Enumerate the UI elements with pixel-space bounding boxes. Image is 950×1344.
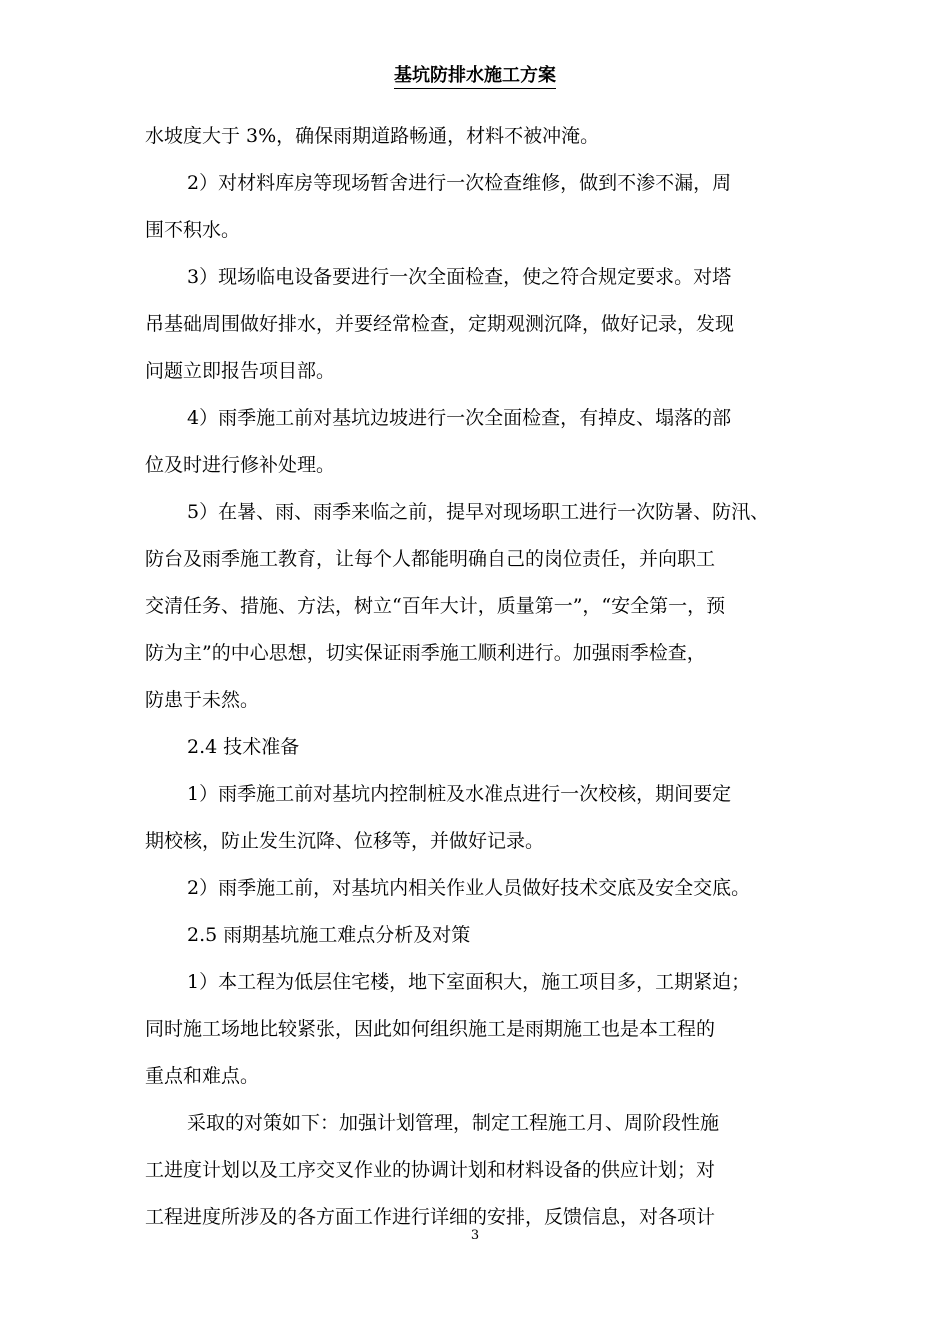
- text-line: 位及时进行修补处理。: [145, 454, 336, 476]
- text-line: 期校核，防止发生沉降、位移等，并做好记录。: [145, 830, 545, 852]
- text-line: 2.4 技术准备: [187, 736, 300, 758]
- text-line: 1）雨季施工前对基坑内控制桩及水准点进行一次校核，期间要定: [187, 783, 732, 805]
- text-line: 1）本工程为低层住宅楼，地下室面积大，施工项目多，工期紧迫；: [187, 971, 751, 993]
- text-line: 2）对材料库房等现场暂舍进行一次检查维修，做到不渗不漏，周: [187, 172, 732, 194]
- text-line: 3）现场临电设备要进行一次全面检查，使之符合规定要求。对塔: [187, 266, 732, 288]
- text-line: 交清任务、措施、方法，树立“百年大计，质量第一”，“安全第一，预: [145, 595, 726, 617]
- body-text: [145, 113, 810, 1241]
- text-line: 工进度计划以及工序交叉作业的协调计划和材料设备的供应计划；对: [145, 1159, 716, 1181]
- text-line: 防台及雨季施工教育，让每个人都能明确自己的岗位责任，并向职工: [145, 548, 716, 570]
- document-title: 基坑防排水施工方案: [394, 65, 556, 89]
- text-line: 4）雨季施工前对基坑边坡进行一次全面检查，有掉皮、塌落的部: [187, 407, 732, 429]
- text-line: 5）在暑、雨、雨季来临之前，提早对现场职工进行一次防暑、防汛、: [187, 501, 770, 523]
- text-line: 问题立即报告项目部。: [145, 360, 336, 382]
- text-line: 工程进度所涉及的各方面工作进行详细的安排，反馈信息，对各项计: [145, 1206, 716, 1228]
- text-line: 吊基础周围做好排水，并要经常检查，定期观测沉降，做好记录，发现: [145, 313, 735, 335]
- page-header: [0, 62, 950, 90]
- text-line: 2）雨季施工前，对基坑内相关作业人员做好技术交底及安全交底。: [187, 877, 751, 899]
- text-line: 同时施工场地比较紧张，因此如何组织施工是雨期施工也是本工程的: [145, 1018, 716, 1040]
- text-line: 防患于未然。: [145, 689, 260, 711]
- text-line: 采取的对策如下：加强计划管理，制定工程施工月、周阶段性施: [187, 1112, 720, 1134]
- text-line: 2.5 雨期基坑施工难点分析及对策: [187, 924, 471, 946]
- page-number: 3: [470, 1228, 480, 1243]
- text-line: 防为主”的中心思想，切实保证雨季施工顺利进行。加强雨季检查，: [145, 642, 706, 664]
- text-line: 水坡度大于 3%，确保雨期道路畅通，材料不被冲淹。: [145, 125, 600, 147]
- text-line: 围不积水。: [145, 219, 241, 241]
- text-line: 重点和难点。: [145, 1065, 260, 1087]
